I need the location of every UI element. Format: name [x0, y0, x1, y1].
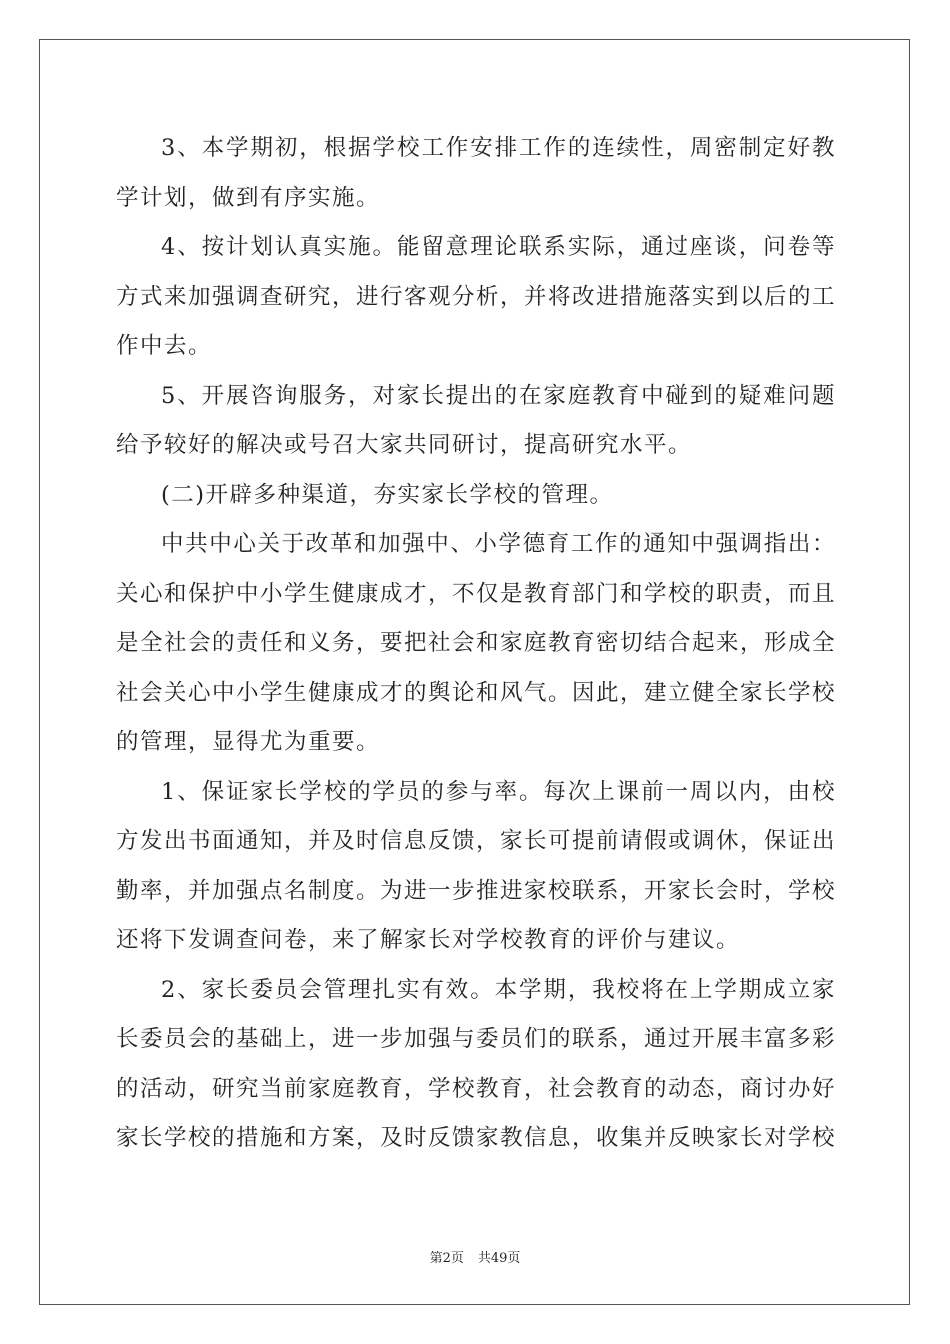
paragraph-3: 3、本学期初，根据学校工作安排工作的连续性，周密制定好教学计划，做到有序实施。: [116, 135, 836, 211]
paragraph-4: 4、按计划认真实施。能留意理论联系实际，通过座谈，问卷等方式来加强调查研究，进行客观分析，并将改进措施落实到以后的工作中去。: [116, 234, 837, 359]
paragraph-1: 1、保证家长学校的学员的参与率。每次上课前一周以内，由校方发出书面通知，并及时信息反馈，家长可提前请假或调休，保证出勤率，并加强点名制度。为进一步推进家校联系，开家长会时，学校还将下发调查问卷，来了解家长对学校教育的评价与建议。: [116, 778, 837, 953]
paragraph-intro: 中共中心关于改革和加强中、小学德育工作的通知中强调指出：关心和保护中小学生健康成才，不仅是教育部门和学校的职责，而且是全社会的责任和义务，要把社会和家庭教育密切结合起来，形成全社会关心中小学生健康成才的舆论和风气。因此，建立健全家长学校的管理，显得尤为重要。: [116, 531, 837, 755]
document-body: [116, 124, 836, 1164]
page-footer: [0, 1247, 950, 1266]
section-heading: (二)开辟多种渠道，夯实家长学校的管理。: [161, 481, 614, 508]
total-pages: 共49页: [477, 1251, 521, 1266]
paragraph-5: 5、开展咨询服务，对家长提出的在家庭教育中碰到的疑难问题给予较好的解决或号召大家共同研讨，提高研究水平。: [116, 382, 836, 458]
page-number: 第2页: [429, 1251, 464, 1266]
paragraph-2: 2、家长委员会管理扎实有效。本学期，我校将在上学期成立家长委员会的基础上，进一步加强与委员们的联系，通过开展丰富多彩的活动，研究当前家庭教育，学校教育，社会教育的动态，商讨办好家长学校的措施和方案，及时反馈家教信息，收集并反映家长对学校: [116, 976, 837, 1151]
